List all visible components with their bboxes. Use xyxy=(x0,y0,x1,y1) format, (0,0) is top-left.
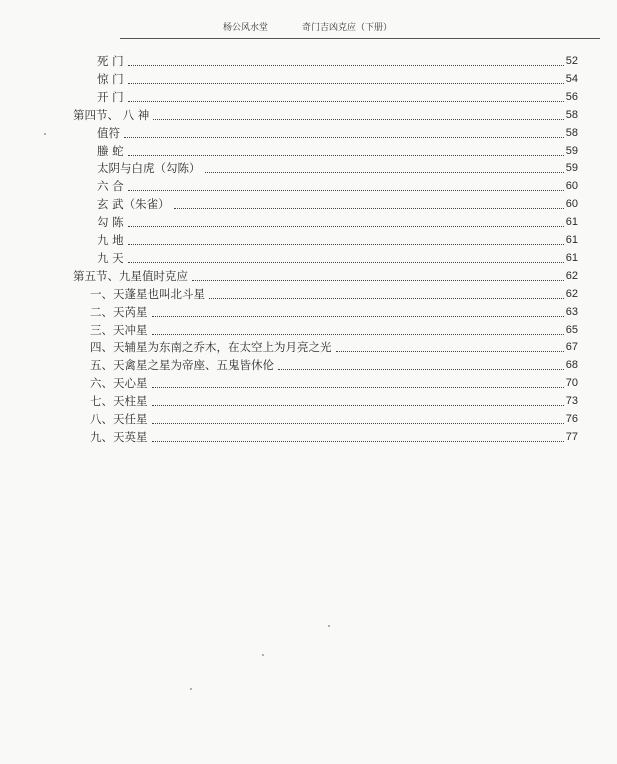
toc-entry-page: 59 xyxy=(565,162,578,175)
dot-leader xyxy=(153,107,563,120)
toc-entry-label: 第五节、九星值时克应 xyxy=(73,268,188,283)
toc-entry-page: 58 xyxy=(565,108,578,121)
dot-leader xyxy=(128,214,564,227)
toc-entry-page: 60 xyxy=(565,180,578,193)
toc-entry-page: 68 xyxy=(565,359,578,372)
toc-entry[interactable] xyxy=(90,426,578,444)
toc-entry[interactable] xyxy=(90,408,578,426)
toc-entry-page: 62 xyxy=(565,269,578,282)
toc-entry-label: 四、天辅星为东南之乔木，在太空上为月亮之光 xyxy=(90,340,332,355)
toc-entry[interactable] xyxy=(90,354,578,372)
toc-entry[interactable] xyxy=(97,211,578,229)
toc-entry-label: 惊 门 xyxy=(97,71,124,86)
toc-entry-page: 76 xyxy=(565,413,578,425)
toc-entry-label: 八、天任星 xyxy=(90,412,148,426)
toc-entry[interactable] xyxy=(97,122,578,140)
dot-leader xyxy=(128,232,564,245)
toc-entry-page: 73 xyxy=(565,395,578,408)
toc-entry-label: 九 地 xyxy=(97,233,124,247)
scan-speck xyxy=(328,625,330,627)
toc-entry[interactable] xyxy=(97,229,578,247)
header-left-text: 杨公风水堂 xyxy=(223,23,269,33)
toc-entry[interactable] xyxy=(97,50,578,68)
toc-entry-label: 值符 xyxy=(97,125,120,140)
toc-entry-label: 九、天英星 xyxy=(90,429,148,444)
toc-entry-page: 56 xyxy=(565,90,578,103)
toc-entry-label: 玄 武（朱雀） xyxy=(97,197,170,212)
toc-entry[interactable] xyxy=(90,319,578,337)
dot-leader xyxy=(152,304,564,317)
toc-entry-label: 第四节、 八 神 xyxy=(73,107,150,122)
toc-entry-page: 77 xyxy=(565,430,578,443)
toc-entry-page: 63 xyxy=(565,305,578,318)
toc-entry-label: 六 合 xyxy=(97,179,124,194)
dot-leader xyxy=(278,357,564,370)
toc-entry[interactable] xyxy=(90,301,578,319)
toc-entry-page: 61 xyxy=(565,216,578,229)
toc-entry-label: 开 门 xyxy=(97,89,124,104)
toc-entry-label: 太阴与白虎（勾陈） xyxy=(97,161,201,176)
toc-entry-page: 61 xyxy=(565,251,578,264)
toc-entry-page: 58 xyxy=(565,126,578,139)
dot-leader xyxy=(209,286,564,299)
toc-entry[interactable] xyxy=(90,336,578,354)
header-right-text: 奇门吉凶克应（下册） xyxy=(302,23,393,33)
toc-entry[interactable] xyxy=(97,193,578,211)
toc-entry-page: 70 xyxy=(565,377,578,390)
toc-entry-label: 一、天蓬星也叫北斗星 xyxy=(90,286,205,301)
dot-leader xyxy=(128,71,564,84)
toc-entry[interactable] xyxy=(97,247,578,265)
toc-entry[interactable] xyxy=(73,265,578,283)
toc-entry-label: 勾 陈 xyxy=(97,215,124,230)
toc-entry-page: 61 xyxy=(565,234,578,246)
scan-speck xyxy=(262,654,264,656)
dot-leader xyxy=(152,393,564,406)
dot-leader xyxy=(152,375,564,388)
toc-entry[interactable] xyxy=(97,157,578,175)
toc-entry-page: 62 xyxy=(565,287,578,300)
toc-entry-page: 65 xyxy=(565,323,578,336)
dot-leader xyxy=(192,268,564,281)
toc-entry[interactable] xyxy=(97,175,578,193)
toc-entry-page: 60 xyxy=(565,198,578,211)
toc-entry-label: 七、天柱星 xyxy=(90,394,148,409)
dot-leader xyxy=(205,160,564,173)
toc-entry-label: 二、天芮星 xyxy=(90,304,148,319)
toc-entry-label: 三、天冲星 xyxy=(90,322,148,337)
toc-entry-label: 五、天禽星之星为帝座、五鬼皆休伦 xyxy=(90,358,274,373)
toc-entry[interactable] xyxy=(97,68,578,86)
toc-entry-page: 52 xyxy=(565,55,578,67)
dot-leader xyxy=(128,143,564,156)
scan-speck xyxy=(190,688,192,690)
toc-entry[interactable] xyxy=(97,140,578,158)
toc-entry-page: 67 xyxy=(565,341,578,354)
toc-entry-label: 螣 蛇 xyxy=(97,143,124,158)
dot-leader xyxy=(128,89,564,102)
header-rule xyxy=(120,38,600,39)
toc-entry-page: 54 xyxy=(565,72,578,85)
toc-entry-page: 59 xyxy=(565,144,578,157)
running-header xyxy=(0,20,617,36)
toc-entry[interactable] xyxy=(90,283,578,301)
toc-entry[interactable] xyxy=(90,390,578,408)
dot-leader xyxy=(336,339,564,352)
toc-entry[interactable] xyxy=(73,104,578,122)
dot-leader xyxy=(152,429,564,442)
scan-speck xyxy=(44,133,46,135)
toc-entry-label: 六、天心星 xyxy=(90,376,148,391)
dot-leader xyxy=(152,411,564,424)
dot-leader xyxy=(128,178,564,191)
toc-entry[interactable] xyxy=(90,372,578,390)
dot-leader xyxy=(128,250,564,263)
dot-leader xyxy=(128,53,564,66)
dot-leader xyxy=(124,125,564,138)
toc-entry-label: 九 天 xyxy=(97,250,124,265)
toc-entry-label: 死 门 xyxy=(97,54,124,68)
toc-entry[interactable] xyxy=(97,86,578,104)
dot-leader xyxy=(152,322,564,335)
dot-leader xyxy=(174,196,564,209)
